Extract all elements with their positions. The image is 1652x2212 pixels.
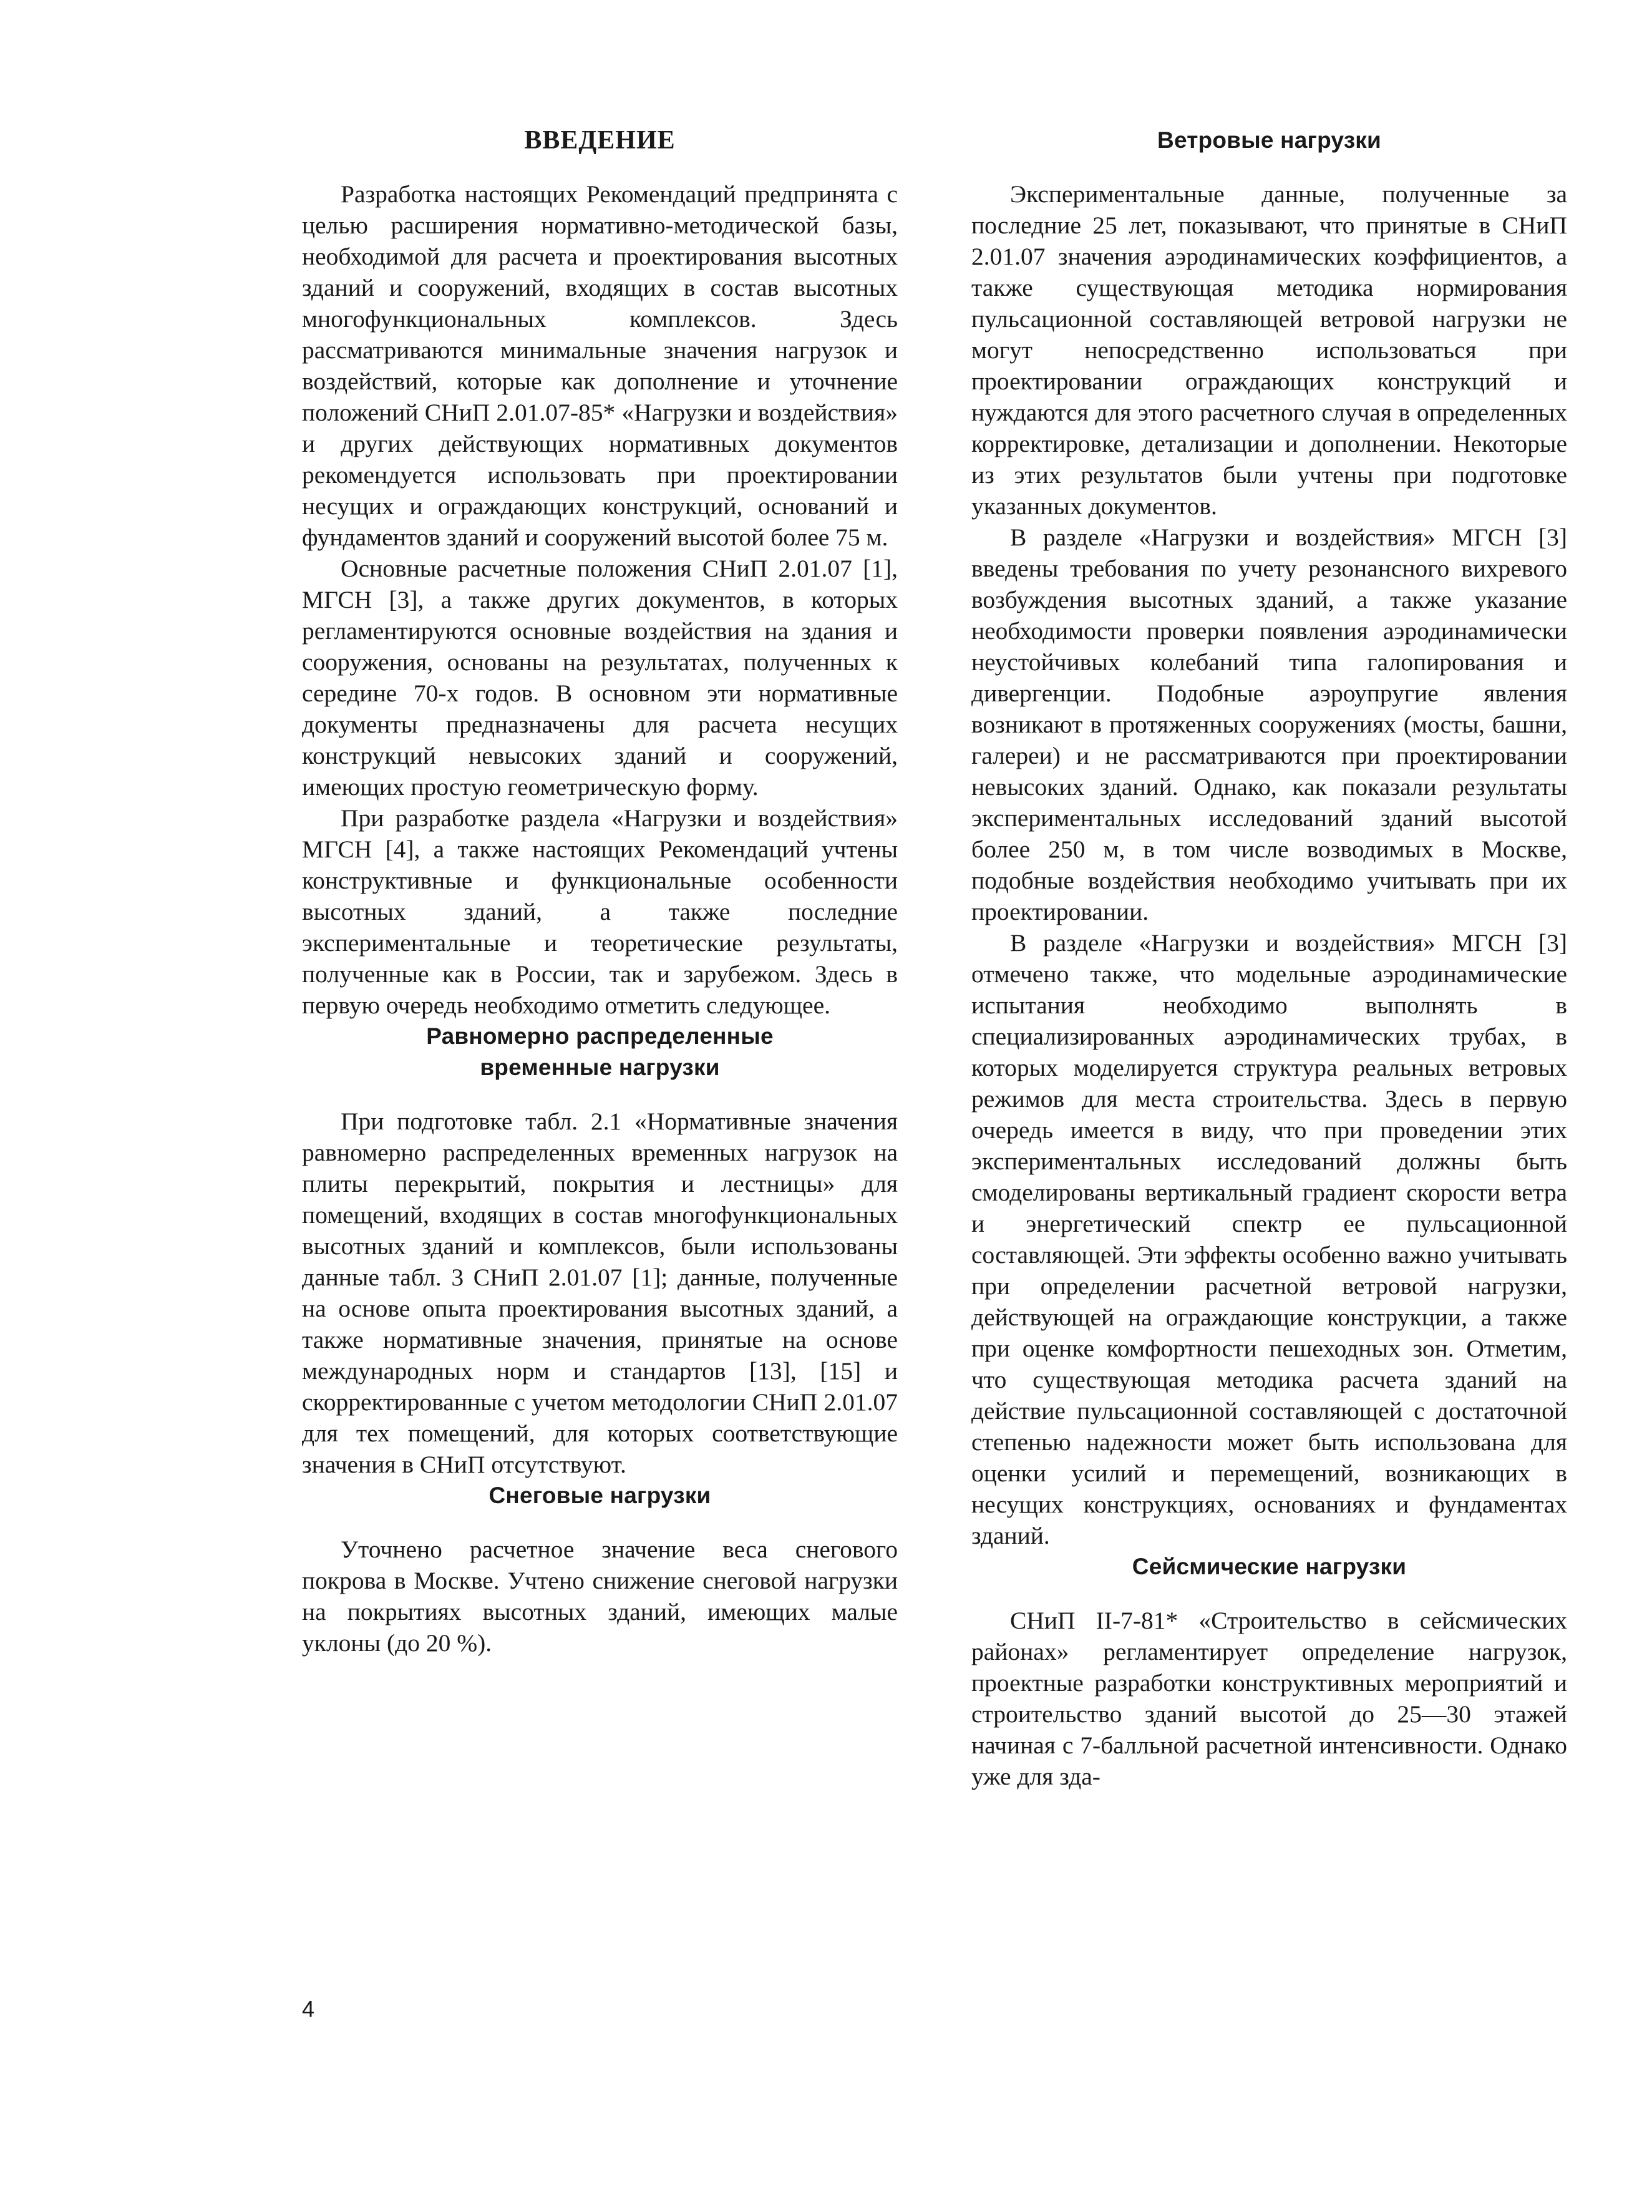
- seismic-loads-heading: Сейсмические нагрузки: [1132, 1554, 1407, 1579]
- seismic-loads-paragraph: СНиП II-7-81* «Строительство в сейсмических районах» регламентирует определение нагрузок, проектные разработки конструктивных мероприятий и строительство зданий высотой до 25—30 этажей начиная с 7-балльной расчетной интенсивности. Однако уже для зда-: [971, 1607, 1567, 1790]
- intro-paragraph-3: При разработке раздела «Нагрузки и воздействия» МГСН [4], а также настоящих Рекомендаций учтены конструктивные и функциональные особенности высотных зданий, а также последние экспериментальные и теоретические результаты, полученные как в России, так и зарубежом. Здесь в первую очередь необходимо отметить следующее.: [302, 804, 898, 1019]
- uniform-loads-heading-line2: временные нагрузки: [480, 1055, 720, 1080]
- left-column: [302, 125, 898, 1659]
- intro-heading: ВВЕДЕНИЕ: [524, 126, 676, 155]
- intro-paragraph-2: Основные расчетные положения СНиП 2.01.07 [1], МГСН [3], а также других документов, в которых регламентируются основные воздействия на здания и сооружения, основаны на результатах, полученных к середине 70-х годов. В основном эти нормативные документы предназначены для расчета несущих конструкций невысоких зданий и сооружений, имеющих простую геометрическую форму.: [302, 555, 898, 801]
- page-number: 4: [302, 1996, 315, 2022]
- uniform-loads-heading: [302, 1021, 898, 1083]
- uniform-loads-paragraph: При подготовке табл. 2.1 «Нормативные значения равномерно распределенных временных нагрузок на плиты перекрытий, покрытия и лестницы» для помещений, входящих в состав многофункциональных высотных зданий и комплексов, были использованы данные табл. 3 СНиП 2.01.07 [1]; данные, полученные на основе опыта проектирования высотных зданий, а также нормативные значения, принятые на основе международных норм и стандартов [13], [15] и скорректированные с учетом методологии СНиП 2.01.07 для тех помещений, для которых соответствующие значения в СНиП отсутствуют.: [302, 1108, 898, 1478]
- intro-paragraph-1: Разработка настоящих Рекомендаций предпринята с целью расширения нормативно-методической базы, необходимой для расчета и проектирования высотных зданий и сооружений, входящих в состав высотных многофункциональных комплексов. Здесь рассматриваются минимальные значения нагрузок и воздействий, которые как дополнение и уточнение положений СНиП 2.01.07-85* «Нагрузки и воздействия» и других действующих нормативных документов рекомендуется использовать при проектировании несущих и ограждающих конструкций, оснований и фундаментов зданий и сооружений высотой более 75 м.: [302, 180, 898, 551]
- uniform-loads-heading-line1: Равномерно распределенные: [426, 1023, 774, 1049]
- wind-loads-heading: Ветровые нагрузки: [1157, 127, 1381, 153]
- wind-paragraph-2: В разделе «Нагрузки и воздействия» МГСН [3] введены требования по учету резонансного вихревого возбуждения высотных зданий, а также указание необходимости проверки появления аэродинамически неустойчивых колебаний типа галопирования и дивергенции. Подобные аэроупругие явления возникают в протяженных сооружениях (мосты, башни, галереи) и не рассматриваются при проектировании невысоких зданий. Однако, как показали результаты экспериментальных исследований зданий высотой более 250 м, в том числе возводимых в Москве, подобные воздействия необходимо учитывать при их проектировании.: [971, 524, 1567, 925]
- right-column: [971, 125, 1567, 1792]
- wind-paragraph-3: В разделе «Нагрузки и воздействия» МГСН [3] отмечено также, что модельные аэродинамические испытания необходимо выполнять в специализированных аэродинамических трубах, в которых моделируется структура реальных ветровых режимов для места строительства. Здесь в первую очередь имеется в виду, что при проведении этих экспериментальных исследований должны быть смоделированы вертикальный градиент скорости ветра и энергетический спектр ее пульсационной составляющей. Эти эффекты особенно важно учитывать при определении расчетной ветровой нагрузки, действующей на ограждающие конструкции, а также при оценке комфортности пешеходных зон. Отметим, что существующая методика расчета зданий на действие пульсационной составляющей с достаточной степенью надежности может быть использована для оценки усилий и перемещений, возникающих в несущих конструкциях, основаниях и фундаментах зданий.: [971, 929, 1567, 1549]
- snow-loads-paragraph: Уточнено расчетное значение веса снегового покрова в Москве. Учтено снижение снеговой нагрузки на покрытиях высотных зданий, имеющих малые уклоны (до 20 %).: [302, 1536, 898, 1657]
- snow-loads-heading: Снеговые нагрузки: [488, 1483, 711, 1508]
- wind-paragraph-1: Экспериментальные данные, полученные за последние 25 лет, показывают, что принятые в СНиП 2.01.07 значения аэродинамических коэффициентов, а также существующая методика нормирования пульсационной составляющей ветровой нагрузки не могут непосредственно использоваться при проектировании ограждающих конструкций и нуждаются для этого расчетного случая в определенных корректировке, детализации и дополнении. Некоторые из этих результатов были учтены при подготовке указанных документов.: [971, 180, 1567, 520]
